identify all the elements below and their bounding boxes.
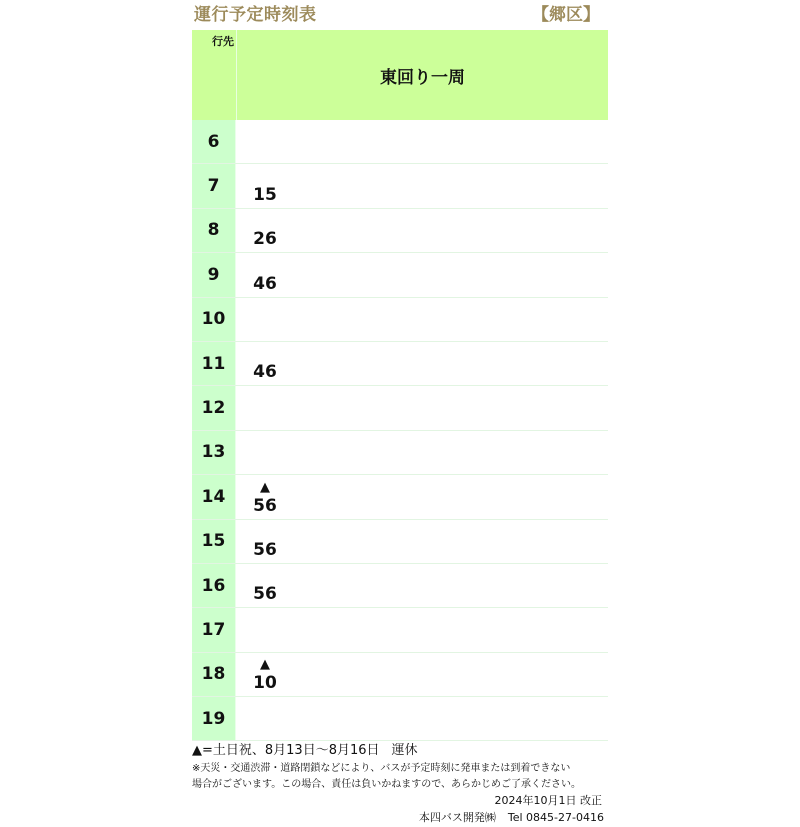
title-bar [192,0,608,30]
legend-text: ▲=土日祝、8月13日〜8月16日 [192,743,380,759]
timetable-row [192,298,608,342]
disclaimer-note: ※天災・交通渋滞・道路閉鎖などにより、バスが予定時刻に発車または到着できない 場合がございます。この場合、責任は負いかねますので、あらかじめご了承ください。 [192,763,581,791]
hour-cell: 7 [192,164,236,207]
legend [192,743,608,759]
timetable-row [192,253,608,297]
departure [250,273,280,295]
operator-name: 本四バス開発㈱ [418,811,496,825]
page-title: 運行予定時刻表 [194,5,317,25]
timetable-row [192,697,608,741]
departure-times-cell [236,520,608,563]
hour-cell: 14 [192,475,236,518]
departure-times-cell [236,120,608,163]
departure-times-cell [236,164,608,207]
timetable-row [192,120,608,164]
timetable-row [192,386,608,430]
departure-minute: 56 [253,584,277,605]
hour-cell: 12 [192,386,236,429]
legend-status: 運休 [391,743,418,759]
departure-times-cell [236,342,608,385]
departure-minute: 46 [253,362,277,383]
departure-times-cell [236,653,608,696]
departure-times-cell [236,431,608,474]
operator-info [192,809,608,827]
operator-tel: Tel 0845-27-0416 [507,811,604,825]
hour-cell: 19 [192,697,236,740]
holiday-suspension-mark: ▲ [260,479,270,495]
departure-times-cell [236,697,608,740]
departure [250,583,280,605]
district-label: 【郷区】 [532,5,600,25]
departure-minute: 56 [253,539,277,560]
departure [250,361,280,383]
departure [250,658,280,694]
hour-cell: 8 [192,209,236,252]
departure-minute: 15 [253,184,277,205]
hour-cell: 18 [192,653,236,696]
destination-label: 行先 [212,35,234,48]
timetable-row [192,431,608,475]
departure-times-cell [236,253,608,296]
hour-cell: 11 [192,342,236,385]
departure-times-cell [236,475,608,518]
timetable-row [192,653,608,697]
timetable-row [192,209,608,253]
route-name: 東回り一周 [380,67,465,88]
revision-date: 2024年10月1日 改正 [494,794,602,808]
departure-minute: 26 [253,229,277,250]
departure [250,539,280,561]
departure-times-cell [236,298,608,341]
departure-times-cell [236,386,608,429]
departure-times-cell [236,608,608,651]
hour-cell: 16 [192,564,236,607]
hour-cell: 17 [192,608,236,651]
hour-cell: 13 [192,431,236,474]
holiday-suspension-mark: ▲ [260,657,270,673]
departure-minute: 10 [253,673,277,694]
hour-cell: 15 [192,520,236,563]
timetable-header [192,30,608,120]
timetable-row [192,564,608,608]
timetable-row [192,520,608,564]
timetable-row [192,342,608,386]
departure-times-cell [236,564,608,607]
departure-minute: 46 [253,273,277,294]
hour-cell: 9 [192,253,236,296]
hour-cell: 6 [192,120,236,163]
departure-minute: 56 [253,495,277,516]
timetable-row [192,164,608,208]
timetable-rows [192,120,608,741]
departure [250,184,280,206]
hour-cell: 10 [192,298,236,341]
timetable-page [192,0,608,827]
timetable-row [192,608,608,652]
timetable-row [192,475,608,519]
departure [250,228,280,250]
departure [250,481,280,517]
notes-section [192,741,608,827]
hour-header-cell [192,30,237,120]
departure-times-cell [236,209,608,252]
